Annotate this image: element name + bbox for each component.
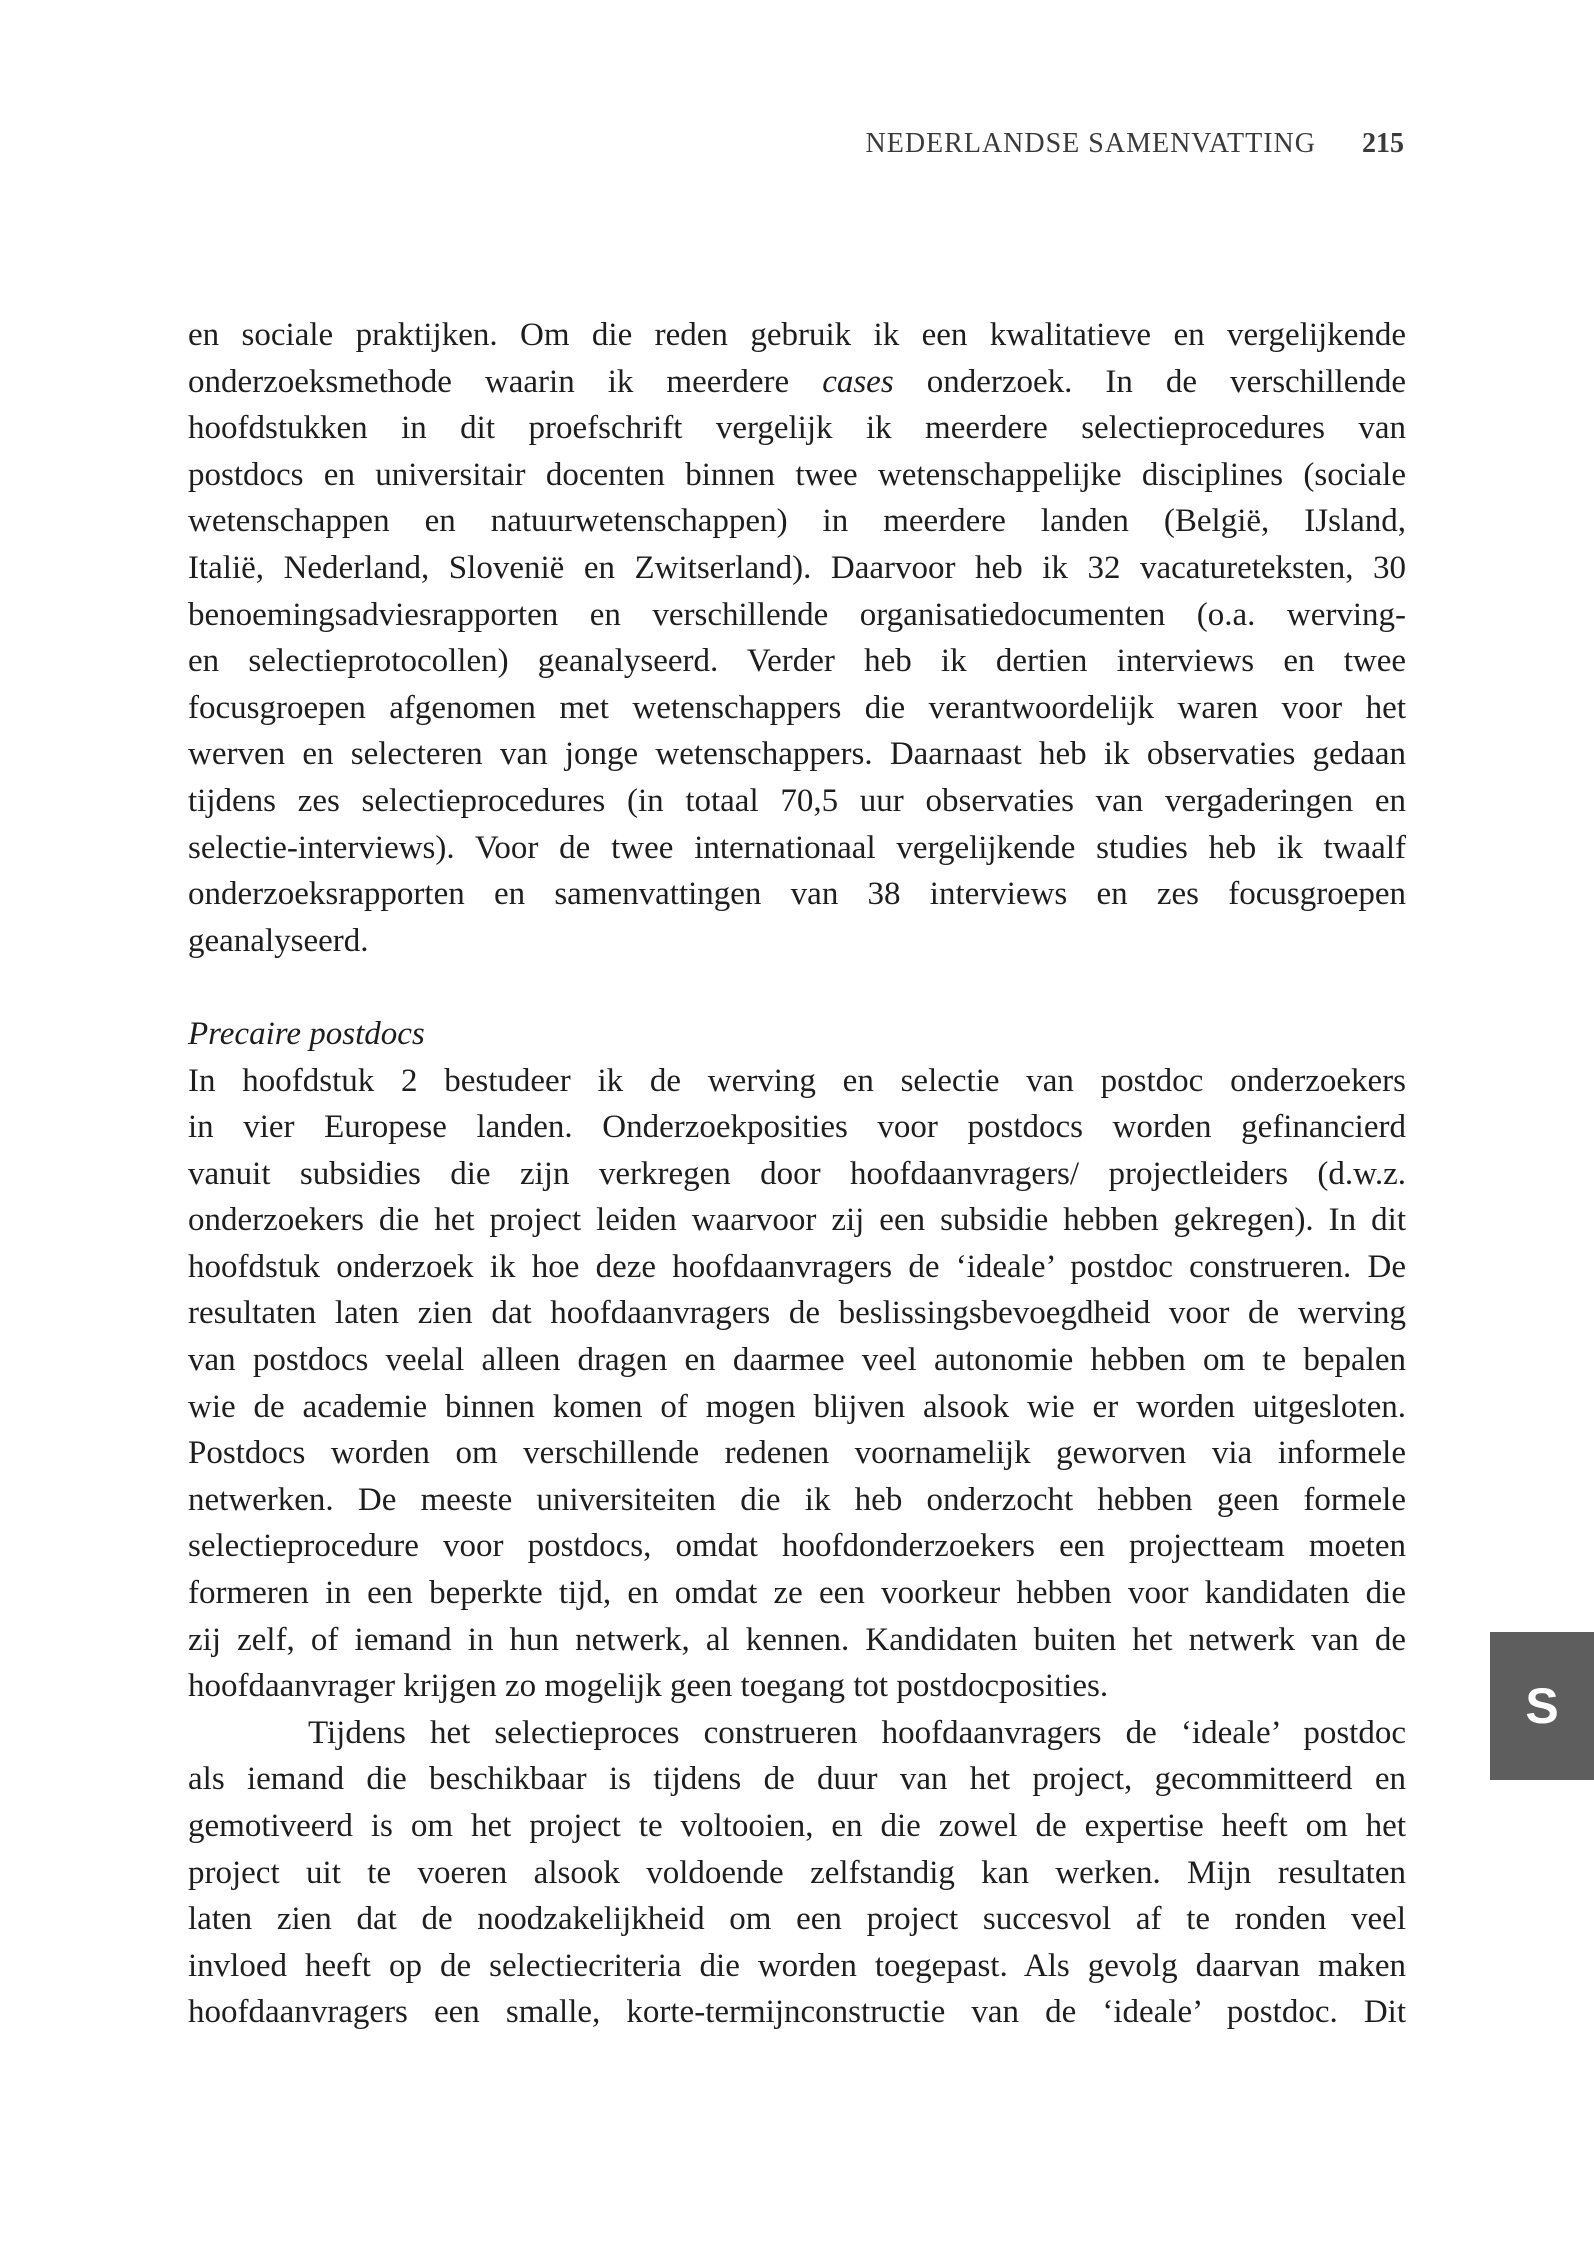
text-line: en sociale praktijken. Om die reden gebruik ik een kwalitatieve en vergelijkende [188,317,1406,353]
text-line: geanalyseerd. [188,922,369,959]
text-line: onderzoekers die het project leiden waarvoor zij een subsidie hebben gekregen). In dit [188,1202,1406,1239]
text-line: werven en selecteren van jonge wetenschappers. Daarnaast heb ik observaties gedaan [188,736,1406,773]
text-line: wie de academie binnen komen of mogen blijven alsook wie er worden uitgesloten. [188,1388,1406,1425]
text-run: onderzoek. In de verschillende [893,363,1406,400]
text-line: focusgroepen afgenomen met wetenschappers die verantwoordelijk waren voor het [188,689,1406,726]
text-line: Tijdens het selectieproces construeren hoofdaanvragers de ‘ideale’ postdoc [308,1714,1406,1751]
thumb-tab-label: S [1525,1678,1559,1734]
text-line: Postdocs worden om verschillende redenen voornamelijk geworven via informele [188,1435,1406,1472]
text-line [188,359,1406,406]
page-number: 215 [1362,128,1404,159]
running-head-title: NEDERLANDSE SAMENVATTING [865,128,1316,159]
text-line: van postdocs veelal alleen dragen en daarmee veel autonomie hebben om te bepalen [188,1342,1406,1379]
text-line: resultaten laten zien dat hoofdaanvragers de beslissingsbevoegdheid voor de werving [188,1295,1406,1332]
text-line: als iemand die beschikbaar is tijdens de duur van het project, gecommitteerd en [188,1761,1406,1798]
text-line: project uit te voeren alsook voldoende zelfstandig kan werken. Mijn resultaten [188,1854,1406,1891]
paragraph-ideal-postdoc [188,1710,1406,2036]
text-line: tijdens zes selectieprocedures (in totaal 70,5 uur observaties van vergaderingen en [188,782,1406,819]
text-line: wetenschappen en natuurwetenschappen) in meerdere landen (België, IJsland, [188,503,1406,540]
text-line: postdocs en universitair docenten binnen twee wetenschappelijke disciplines (sociale [188,456,1406,493]
text-line: gemotiveerd is om het project te voltooien, en die zowel de expertise heeft om het [188,1808,1406,1844]
paragraph-recruitment [188,1058,1406,1710]
text-line: benoemingsadviesrapporten en verschillende organisatiedocumenten (o.a. werving- [188,596,1406,633]
text-line: invloed heeft op de selectiecriteria die worden toegepast. Als gevolg daarvan maken [188,1947,1406,1984]
text-line: laten zien dat de noodzakelijkheid om een project succesvol af te ronden veel [188,1901,1406,1938]
text-line: hoofdaanvrager krijgen zo mogelijk geen toegang tot postdocposities. [188,1668,1109,1705]
paragraph-methods [188,312,1406,964]
text-line: selectie-interviews). Voor de twee internationaal vergelijkende studies heb ik twaalf [188,829,1406,866]
text-line: hoofdstukken in dit proefschrift vergelijk ik meerdere selectieprocedures van [188,410,1406,447]
text-line: hoofdaanvragers een smalle, korte-termijnconstructie van de ‘ideale’ postdoc. Dit [188,1994,1406,2031]
text-line: selectieprocedure voor postdocs, omdat hoofdonderzoekers een projectteam moeten [188,1528,1406,1565]
text-run: onderzoeksmethode waarin ik meerdere [188,363,823,400]
section-heading: Precaire postdocs [188,1015,425,1052]
text-line: netwerken. De meeste universiteiten die ik heb onderzocht hebben geen formele [188,1481,1406,1518]
text-line: vanuit subsidies die zijn verkregen door hoofdaanvragers/ projectleiders (d.w.z. [188,1155,1406,1192]
text-line: en selectieprotocollen) geanalyseerd. Verder heb ik dertien interviews en twee [188,643,1406,680]
running-head [866,128,1404,160]
text-line: in vier Europese landen. Onderzoekposities voor postdocs worden gefinancierd [188,1109,1406,1146]
text-line: formeren in een beperkte tijd, en omdat ze een voorkeur hebben voor kandidaten die [188,1575,1406,1612]
text-line: hoofdstuk onderzoek ik hoe deze hoofdaanvragers de ‘ideale’ postdoc construeren. De [188,1248,1406,1285]
italic-term: cases [822,363,894,400]
text-line: In hoofdstuk 2 bestudeer ik de werving en selectie van postdoc onderzoekers [188,1062,1406,1099]
chapter-thumb-tab [1490,1632,1594,1780]
body-text [188,312,1406,2036]
text-line: zij zelf, of iemand in hun netwerk, al kennen. Kandidaten buiten het netwerk van de [188,1621,1406,1658]
text-line: Italië, Nederland, Slovenië en Zwitserland). Daarvoor heb ik 32 vacatureteksten, 30 [188,549,1406,586]
text-line: onderzoeksrapporten en samenvattingen van 38 interviews en zes focusgroepen [188,876,1406,913]
paragraph-spacer [188,964,1406,1011]
